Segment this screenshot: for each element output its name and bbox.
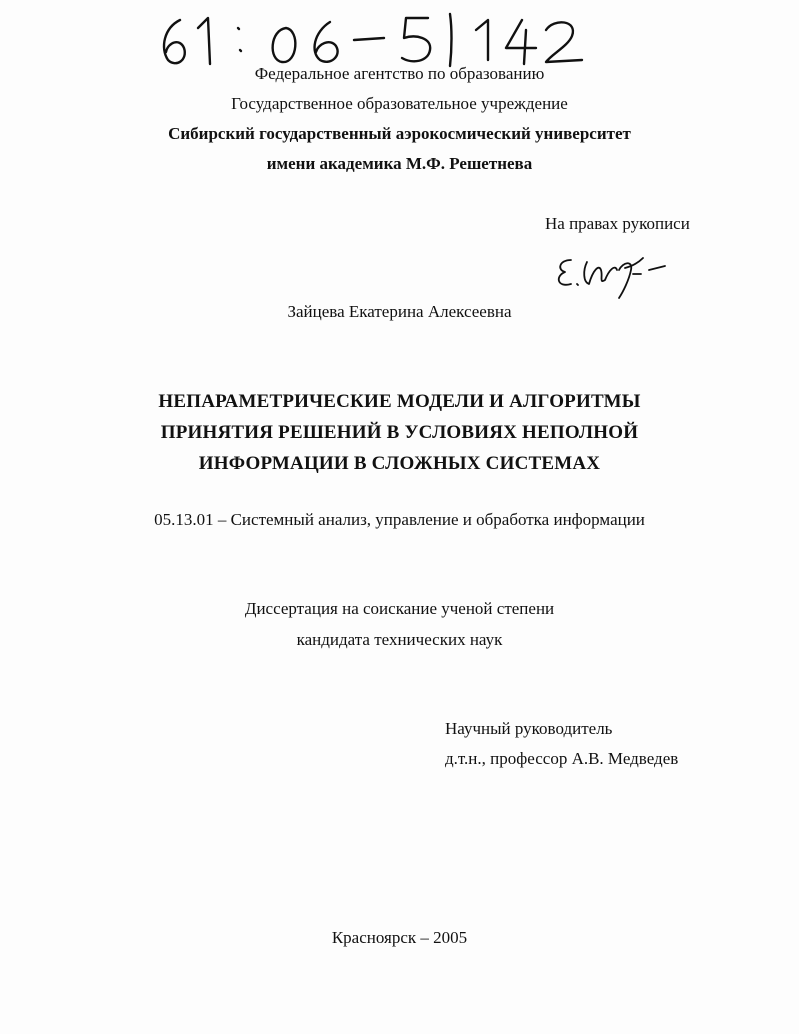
city-year: Красноярск – 2005	[331, 928, 468, 947]
manuscript-rights-label: На правах рукописи	[545, 214, 690, 233]
handwritten-archive-mark	[150, 8, 590, 68]
specialty-code: 05.13.01 – Системный анализ, управление и обработка информации	[154, 510, 645, 529]
university-named-after: имени академика М.Ф. Решетнева	[266, 154, 533, 173]
dissertation-title-line-3: ИНФОРМАЦИИ В СЛОЖНЫХ СИСТЕМАХ	[198, 453, 601, 474]
university-name: Сибирский государственный аэрокосмический университет	[168, 124, 631, 143]
supervisor-name: д.т.н., профессор А.В. Медведев	[445, 749, 679, 768]
dissertation-title-line-1: НЕПАРАМЕТРИЧЕСКИЕ МОДЕЛИ И АЛГОРИТМЫ	[158, 391, 641, 412]
institution-type-line: Государственное образовательное учреждение	[231, 94, 568, 113]
degree-line-2: кандидата технических наук	[296, 630, 503, 649]
agency-line: Федеральное агентство по образованию	[254, 64, 545, 83]
author-name: Зайцева Екатерина Алексеевна	[287, 302, 512, 321]
dissertation-title-line-2: ПРИНЯТИЯ РЕШЕНИЙ В УСЛОВИЯХ НЕПОЛНОЙ	[160, 422, 639, 443]
degree-line-1: Диссертация на соискание ученой степени	[244, 599, 555, 618]
supervisor-label: Научный руководитель	[445, 719, 613, 738]
author-signature	[553, 240, 673, 300]
